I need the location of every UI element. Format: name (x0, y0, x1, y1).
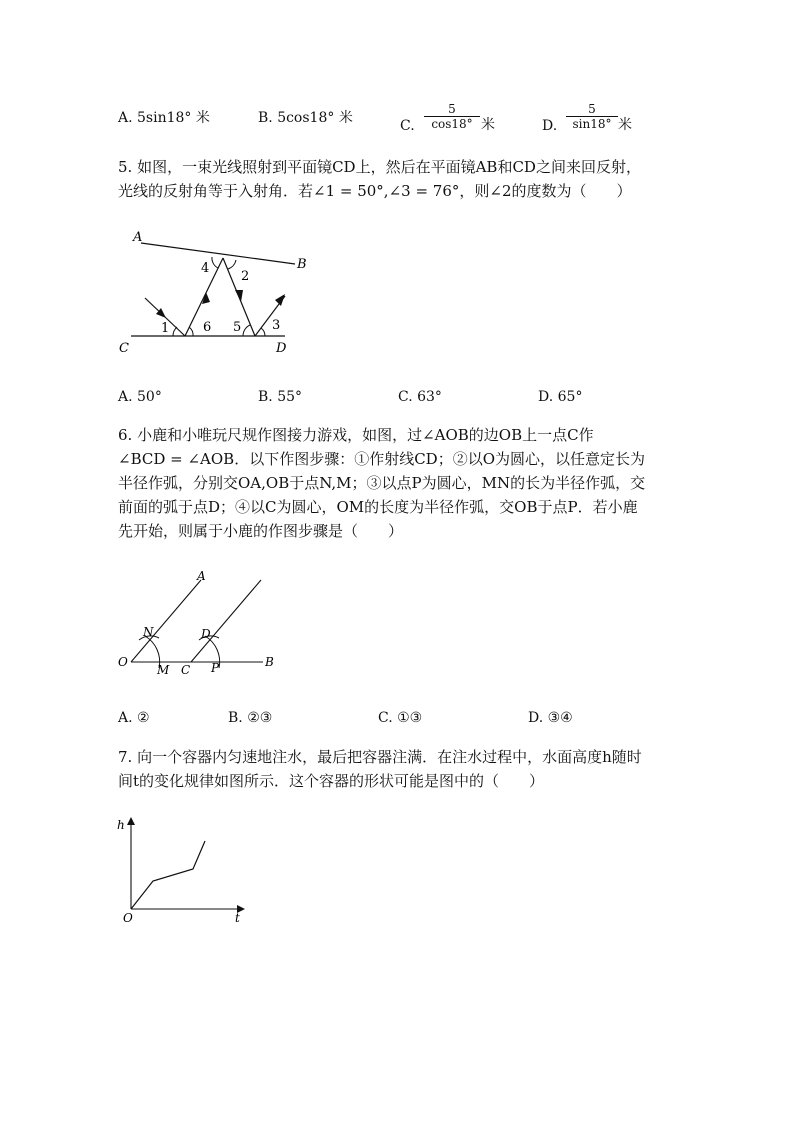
q6-option-a: A. ② (118, 710, 150, 726)
q4-option-c-denominator: cos18° (431, 117, 473, 131)
q7-stem-line-2: 间t的变化规律如图所示．这个容器的形状可能是图中的（ ） (118, 772, 545, 790)
point-d-label: D (201, 627, 211, 641)
mirror-ab (141, 243, 295, 264)
q5-option-c: C. 63° (398, 389, 442, 405)
point-b-label: B (265, 655, 274, 669)
q4-option-a: A. 5sin18° 米 (118, 110, 210, 126)
angle-5-arc (243, 325, 250, 336)
angle-2-label: 2 (241, 269, 250, 284)
q4-option-c-numerator: 5 (424, 102, 480, 117)
q5-stem-line-2: 光线的反射角等于入射角．若∠1 = 50°,∠3 = 76°，则∠2的度数为（ ） (118, 182, 632, 200)
q4-option-c-unit: 米 (481, 117, 495, 133)
q6-stem-line-4: 前面的弧于点D；④以C为圆心，OM的长度为半径作弧，交OB于点P．若小鹿 (118, 498, 638, 516)
point-d-label: D (276, 341, 287, 356)
angle-1-label: 1 (161, 321, 170, 336)
water-height-curve (131, 841, 205, 909)
q6-construction-figure (115, 568, 285, 683)
point-m-label: M (157, 663, 170, 677)
q6-stem-line-5: 先开始，则属于小鹿的作图步骤是（ ） (118, 522, 404, 540)
angle-3-label: 3 (272, 318, 281, 333)
angle-2-arc (228, 260, 236, 269)
q4-option-d-denominator: sin18° (572, 117, 612, 131)
h-axis-arrowhead (127, 817, 135, 825)
q4-option-c-fraction (424, 102, 480, 131)
point-a-label: A (133, 230, 143, 245)
ray-to-cd-arrowhead (235, 290, 243, 302)
q4-option-d-numerator: 5 (566, 102, 618, 117)
angle-5-label: 5 (233, 320, 242, 335)
q4-option-d-label: D. (542, 118, 558, 134)
point-a-label: A (197, 569, 206, 583)
ray-cd (191, 580, 261, 662)
point-c-label: C (119, 341, 129, 356)
q5-option-d: D. 65° (538, 389, 583, 405)
q7-height-time-graph (115, 815, 255, 925)
q4-option-d-unit: 米 (618, 117, 632, 133)
ray-oa (131, 580, 201, 662)
point-c-label: C (181, 663, 191, 677)
t-axis-label: t (235, 911, 240, 925)
h-axis-label: h (117, 818, 125, 832)
q5-option-b: B. 55° (258, 389, 303, 405)
angle-6-arc (189, 327, 193, 336)
origin-label: O (123, 911, 133, 925)
q4-option-c-label: C. (400, 118, 415, 134)
q6-stem-line-3: 半径作弧，分别交OA,OB于点N,M；③以点P为圆心，MN的长为半径作弧，交 (118, 474, 646, 492)
angle-4-label: 4 (201, 261, 210, 276)
outgoing-arrowhead (275, 294, 285, 306)
q6-stem-line-2: ∠BCD = ∠AOB．以下作图步骤：①作射线CD；②以O为圆心，以任意定长为 (118, 450, 646, 468)
q7-stem-line-1: 7. 向一个容器内匀速地注水，最后把容器注满．在注水过程中，水面高度h随时 (118, 748, 642, 766)
q4-option-b: B. 5cos18° 米 (258, 110, 353, 126)
angle-6-label: 6 (203, 320, 212, 335)
point-b-label: B (297, 257, 307, 272)
angle-4-arc (212, 257, 218, 268)
q6-option-d: D. ③④ (528, 710, 573, 726)
q5-option-a: A. 50° (118, 389, 162, 405)
point-p-label: P (211, 661, 220, 675)
point-n-label: N (143, 625, 154, 639)
q6-option-c: C. ①③ (378, 710, 423, 726)
point-o-label: O (118, 655, 128, 669)
q5-mirror-figure (115, 228, 315, 358)
q6-option-b: B. ②③ (228, 710, 273, 726)
angle-3-arc (261, 328, 265, 336)
q4-option-d-fraction (566, 102, 618, 131)
q6-stem-line-1: 6. 小鹿和小唯玩尺规作图接力游戏，如图，过∠AOB的边OB上一点C作 (118, 426, 594, 444)
q5-stem-line-1: 5. 如图，一束光线照射到平面镜CD上，然后在平面镜AB和CD之间来回反射， (118, 158, 641, 176)
